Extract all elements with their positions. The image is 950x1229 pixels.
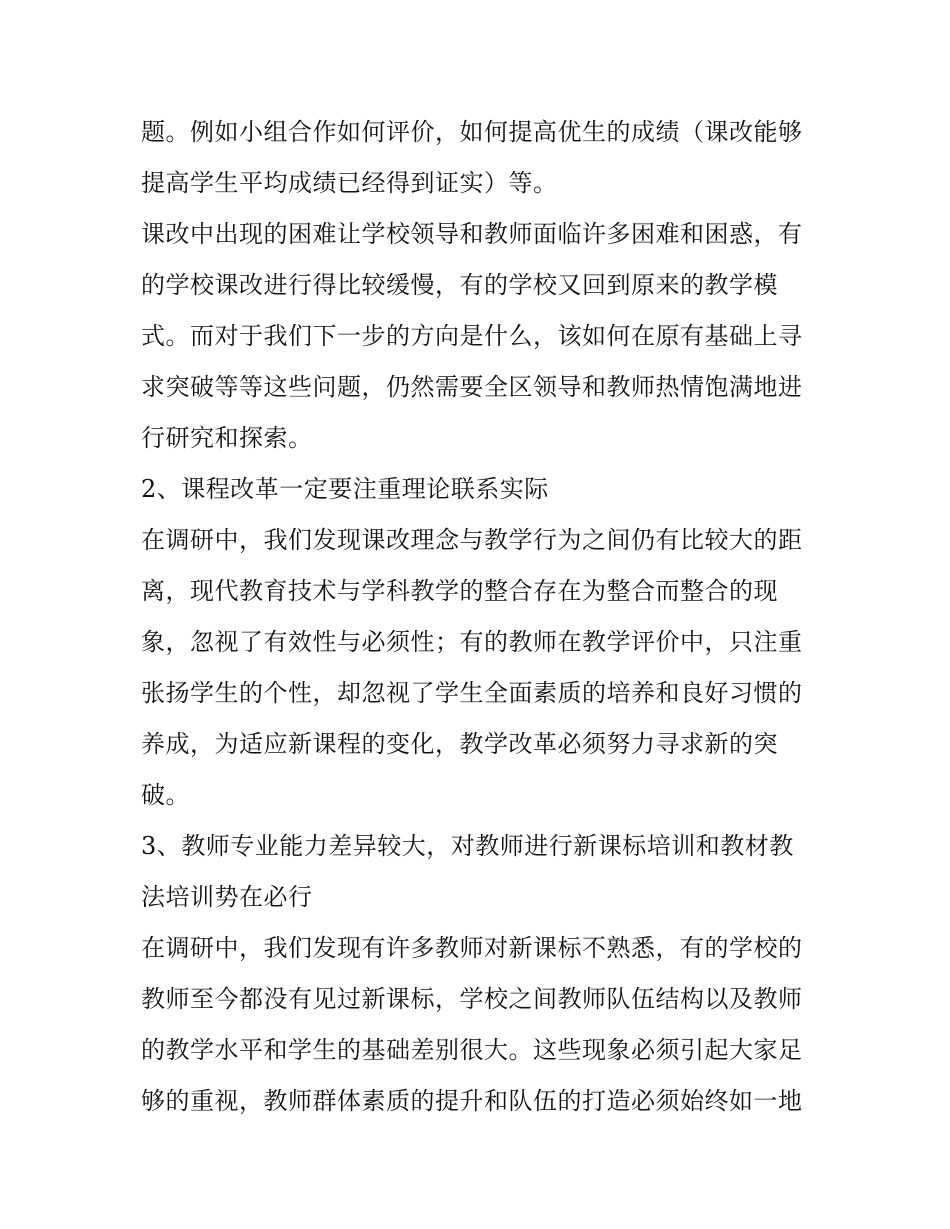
paragraph-line: 课改中出现的困难让学校领导和教师面临许多困难和困惑，有 bbox=[141, 220, 803, 248]
paragraph-line: 式。而对于我们下一步的方向是什么，该如何在原有基础上寻 bbox=[141, 322, 803, 350]
paragraph-line: 行研究和探索。 bbox=[141, 424, 313, 452]
paragraph-line: 教师至今都没有见过新课标，学校之间教师队伍结构以及教师 bbox=[141, 985, 803, 1013]
paragraph-line: 提高学生平均成绩已经得到证实）等。 bbox=[141, 169, 558, 197]
paragraph-line: 在调研中，我们发现有许多教师对新课标不熟悉，有的学校的 bbox=[141, 934, 803, 962]
paragraph-line: 的学校课改进行得比较缓慢，有的学校又回到原来的教学模 bbox=[141, 271, 778, 299]
section-heading-3-cont: 法培训势在必行 bbox=[141, 883, 313, 911]
paragraph-line: 养成，为适应新课程的变化，教学改革必须努力寻求新的突 bbox=[141, 730, 778, 758]
section-heading-2: 2、课程改革一定要注重理论联系实际 bbox=[141, 475, 549, 503]
paragraph-line: 离，现代教育技术与学科教学的整合存在为整合而整合的现 bbox=[141, 577, 778, 605]
paragraph-line: 象，忽视了有效性与必须性；有的教师在教学评价中，只注重 bbox=[141, 628, 803, 656]
paragraph-line: 的教学水平和学生的基础差别很大。这些现象必须引起大家足 bbox=[141, 1036, 803, 1064]
paragraph-line: 题。例如小组合作如何评价，如何提高优生的成绩（课改能够 bbox=[141, 118, 803, 146]
paragraph-line: 求突破等等这些问题，仍然需要全区领导和教师热情饱满地进 bbox=[141, 373, 803, 401]
paragraph-line: 张扬学生的个性，却忽视了学生全面素质的培养和良好习惯的 bbox=[141, 679, 803, 707]
paragraph-line: 破。 bbox=[141, 781, 190, 809]
document-body bbox=[141, 107, 821, 1127]
section-heading-3: 3、教师专业能力差异较大，对教师进行新课标培训和教材教 bbox=[141, 832, 794, 860]
paragraph-line: 够的重视，教师群体素质的提升和队伍的打造必须始终如一地 bbox=[141, 1087, 803, 1115]
paragraph-line: 在调研中，我们发现课改理念与教学行为之间仍有比较大的距 bbox=[141, 526, 803, 554]
